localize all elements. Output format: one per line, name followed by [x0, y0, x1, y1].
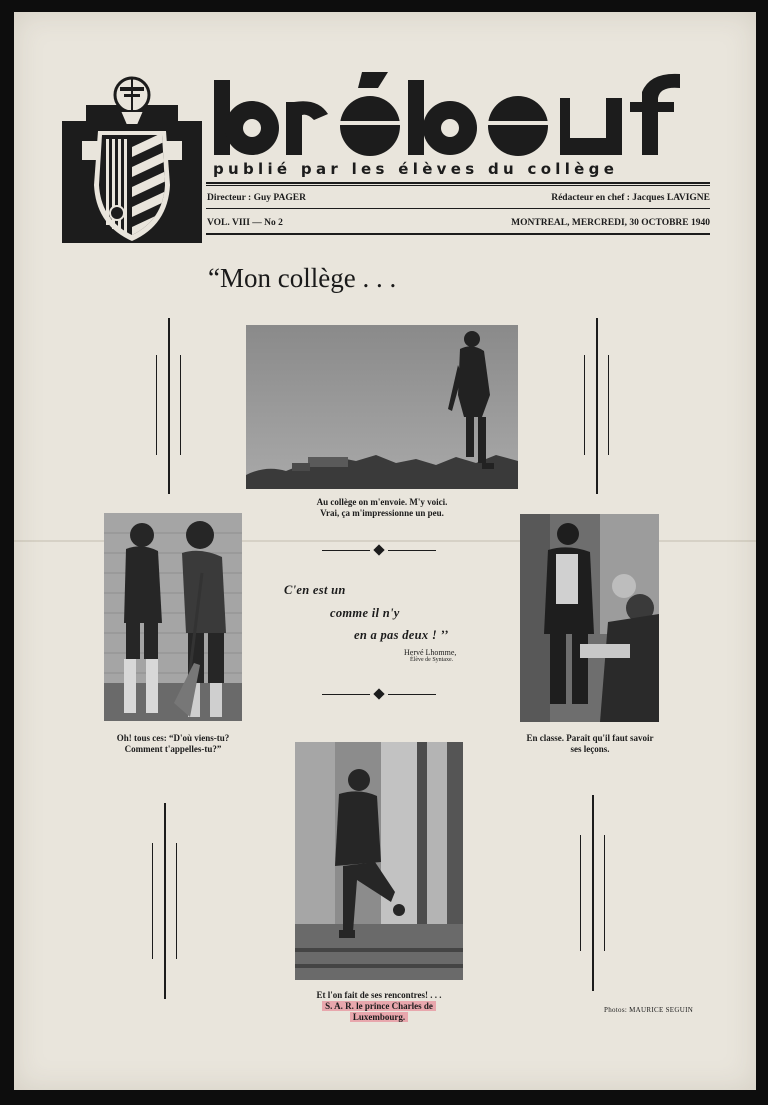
quote-line-2: comme il n'y [330, 606, 400, 620]
photo-two-boys [104, 513, 242, 721]
decor-vline-7 [164, 803, 166, 999]
decor-vline-1 [168, 318, 170, 494]
photo-classroom [520, 514, 659, 722]
decor-vline-8 [152, 843, 153, 959]
dateline-label: MONTREAL, MERCREDI, 30 OCTOBRE 1940 [511, 218, 710, 228]
caption-photo-1-line2: Vrai, ça m'impressionne un peu. [320, 508, 444, 518]
caption-photo-4-line2: S. A. R. le prince Charles de [322, 1001, 436, 1011]
caption-photo-4-line1: Et l'on fait de ses rencontres! . . . [316, 990, 442, 1000]
volume-label: VOL. VIII — No 2 [207, 218, 283, 228]
masthead-rule-top-thin [206, 185, 710, 186]
photo-prince-columns [295, 742, 463, 980]
crest-logo [62, 75, 202, 243]
decor-vline-3 [180, 355, 181, 455]
masthead-rule-mid [206, 208, 710, 209]
decor-vline-6 [608, 355, 609, 455]
photo-credit: Photos: MAURICE SEGUIN [604, 1006, 694, 1014]
caption-photo-2-line2: Comment t'appelles-tu?” [124, 744, 222, 754]
caption-photo-4 [290, 990, 468, 1023]
masthead-rule-bottom [206, 233, 710, 235]
masthead-subtitle: publié par les élèves du collège [213, 160, 619, 178]
knight-shield-icon [62, 75, 202, 243]
caption-photo-2 [94, 733, 252, 755]
caption-photo-4-highlight-2 [290, 1012, 468, 1023]
director-label: Directeur : Guy PAGER [207, 193, 306, 203]
caption-photo-4-highlight [290, 1001, 468, 1012]
decor-vline-11 [580, 835, 581, 951]
caption-photo-3 [510, 733, 670, 755]
quote-author: Hervé Lhomme, [404, 648, 457, 657]
caption-photo-2-line1: Oh! tous ces: “D'où viens-tu? [116, 733, 230, 743]
caption-photo-1-line1: Au collège on m'envoie. M'y voici. [316, 497, 448, 507]
quote-line-1: C'en est un [284, 583, 346, 597]
decor-vline-5 [584, 355, 585, 455]
decor-vline-2 [156, 355, 157, 455]
newspaper-title [210, 68, 710, 160]
title-logotype [210, 68, 710, 160]
editor-label: Rédacteur en chef : Jacques LAVIGNE [551, 193, 710, 203]
decor-vline-10 [592, 795, 594, 991]
decor-vline-12 [604, 835, 605, 951]
decor-vline-9 [176, 843, 177, 959]
ornament-divider-top [322, 546, 436, 556]
decor-vline-4 [596, 318, 598, 494]
photo-boy-walking [246, 325, 518, 489]
quote-author-title: Élève de Syntaxe. [410, 657, 454, 663]
quote-line-3: en a pas deux ! ’’ [354, 628, 449, 642]
caption-photo-3-line2: ses leçons. [570, 744, 610, 754]
caption-photo-4-line3: Luxembourg. [350, 1012, 408, 1022]
ornament-divider-bottom [322, 690, 436, 700]
caption-photo-1 [246, 497, 518, 519]
caption-photo-3-line1: En classe. Paraît qu'il faut savoir [526, 733, 654, 743]
masthead-rule-top [206, 182, 710, 184]
page-headline: “Mon collège . . . [208, 263, 397, 293]
